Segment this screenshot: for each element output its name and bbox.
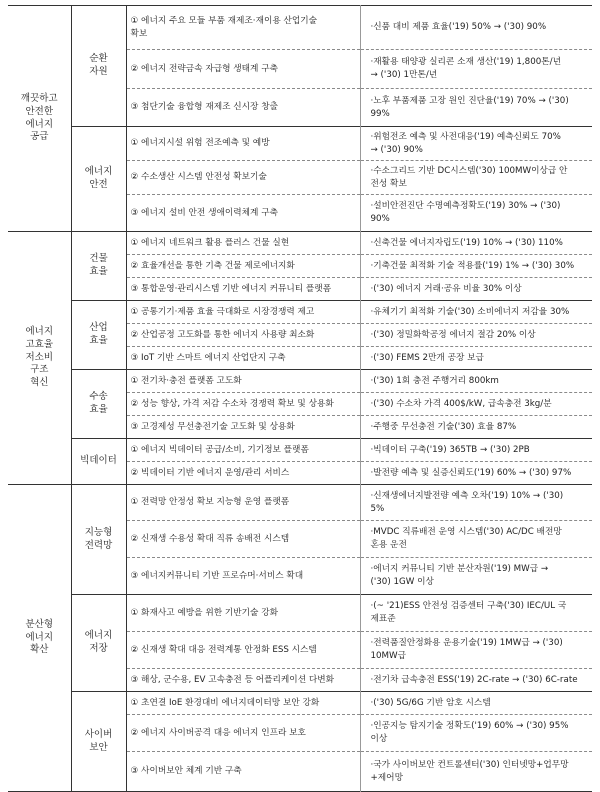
task-cell: ① 전기차·충전 플랫폼 고도화 (126, 370, 360, 393)
goal-cell: ·유체기기 최적화 기술('30) 소비에너지 저감율 30% (360, 301, 592, 324)
task-cell: ③ 첨단기술 융합형 재제조 신시장 창출 (126, 89, 360, 127)
goal-cell: ·신품 대비 제품 효율('19) 50% → ('30) 90% (360, 6, 592, 50)
subcategory-cell: 건물 효율 (71, 232, 126, 301)
goal-cell: ·빅데이터 구축('19) 365TB → ('30) 2PB (360, 439, 592, 462)
goal-cell: ·기축건물 최적화 기술 적용률('19) 1% → ('30) 30% (360, 255, 592, 278)
subcategory-cell: 지능형 전력망 (71, 485, 126, 595)
goal-cell: ·설비안전진단 수명예측정확도('19) 30% → ('30) 90% (360, 195, 592, 232)
subcategory-cell: 빅데이터 (71, 439, 126, 485)
subcategory-cell: 순환 자원 (71, 6, 126, 127)
goal-cell: ·에너지 커뮤니티 기반 분산자원('19) MW급 → ('30) 1GW 이상 (360, 558, 592, 595)
strategy-table (8, 5, 592, 792)
goal-cell: ·('30) 정밀화학공정 에너지 절감 20% 이상 (360, 324, 592, 347)
task-cell: ② 효율개선을 통한 기축 건물 제로에너지화 (126, 255, 360, 278)
strategy-table-body (8, 6, 592, 792)
task-cell: ③ 고경제성 무선충전기술 고도화 및 상용화 (126, 416, 360, 439)
subcategory-cell: 산업 효율 (71, 301, 126, 370)
task-cell: ① 전력망 안정성 확보 지능형 운영 플랫폼 (126, 485, 360, 521)
goal-cell: ·신재생에너지발전량 예측 오차('19) 10% → ('30) 5% (360, 485, 592, 521)
task-cell: ③ 에너지커뮤니티 기반 프로슈머·서비스 확대 (126, 558, 360, 595)
task-cell: ① 화재사고 예방을 위한 기반기술 강화 (126, 595, 360, 632)
goal-cell: ·(~ '21)ESS 안전성 검증센터 구축('30) IEC/UL 국 제표준 (360, 595, 592, 632)
task-cell: ② 수소생산 시스템 안전성 확보기술 (126, 161, 360, 195)
goal-cell: ·전기차 급속충전 ESS('19) 2C-rate → ('30) 6C-rate (360, 669, 592, 692)
subcategory-cell: 에너지 저장 (71, 595, 126, 692)
table-row (8, 595, 592, 632)
goal-cell: ·노후 부품제품 고장 원인 진단율('19) 70% → ('30) 99% (360, 89, 592, 127)
task-cell: ① 에너지 네트워크 활용 플러스 건물 실현 (126, 232, 360, 255)
task-cell: ① 에너지 주요 모듈 부품 재제조·재이용 산업기술 확보 (126, 6, 360, 50)
goal-cell: ·재활용 태양광 실리콘 소재 생산('19) 1,800톤/년 → ('30) 1만톤/년 (360, 50, 592, 89)
task-cell: ③ 해상, 군수용, EV 고속충전 등 어플리케이션 다변화 (126, 669, 360, 692)
category-cell: 에너지 고효율 저소비 구조 혁신 (8, 232, 71, 485)
goal-cell: ·('30) 수소차 가격 400$/kW, 급속충전 3kg/분 (360, 393, 592, 416)
table-row (8, 301, 592, 324)
goal-cell: ·('30) 1회 충전 주행거리 800km (360, 370, 592, 393)
table-row (8, 232, 592, 255)
goal-cell: ·('30) 에너지 거래·공유 비율 30% 이상 (360, 278, 592, 301)
task-cell: ② 신재생 수용성 확대 직류 송배전 시스템 (126, 521, 360, 558)
table-row (8, 127, 592, 161)
subcategory-cell: 사이버 보안 (71, 692, 126, 792)
goal-cell: ·전력품질안정화용 운용기술('19) 1MW급 → ('30) 10MW급 (360, 632, 592, 669)
goal-cell: ·('30) FEMS 2만개 공장 보급 (360, 347, 592, 370)
task-cell: ② 성능 향상, 가격 저감 수소차 경쟁력 확보 및 상용화 (126, 393, 360, 416)
task-cell: ① 공통기기·제품 효율 극대화로 시장경쟁력 제고 (126, 301, 360, 324)
goal-cell: ·국가 사이버보안 컨트롤센터('30) 인터넷망+업무망 +제어망 (360, 752, 592, 792)
task-cell: ① 에너지시설 위험 전조예측 및 예방 (126, 127, 360, 161)
table-row (8, 370, 592, 393)
task-cell: ① 에너지 빅데이터 공급/소비, 기기정보 플랫폼 (126, 439, 360, 462)
table-row (8, 485, 592, 521)
task-cell: ① 초연결 IoE 환경대비 에너지데이터망 보안 강화 (126, 692, 360, 715)
subcategory-cell: 에너지 안전 (71, 127, 126, 232)
category-cell: 분산형 에너지 확산 (8, 485, 71, 792)
table-row (8, 6, 592, 50)
goal-cell: ·인공지능 탐지기술 정확도('19) 60% → ('30) 95% 이상 (360, 715, 592, 752)
task-cell: ③ 통합운영·관리시스템 기반 에너지 커뮤니티 플랫폼 (126, 278, 360, 301)
goal-cell: ·('30) 5G/6G 기반 암호 시스템 (360, 692, 592, 715)
task-cell: ③ IoT 기반 스마트 에너지 산업단지 구축 (126, 347, 360, 370)
task-cell: ③ 에너지 설비 안전 생애이력체계 구축 (126, 195, 360, 232)
table-row (8, 439, 592, 462)
task-cell: ② 에너지 사이버공격 대응 에너지 인프라 보호 (126, 715, 360, 752)
task-cell: ② 산업공정 고도화를 통한 에너지 사용량 최소화 (126, 324, 360, 347)
category-cell: 깨끗하고 안전한 에너지 공급 (8, 6, 71, 232)
goal-cell: ·신축건물 에너지자립도('19) 10% → ('30) 110% (360, 232, 592, 255)
task-cell: ③ 사이버보안 체계 기반 구축 (126, 752, 360, 792)
goal-cell: ·주행중 무선충전 기술('30) 효율 87% (360, 416, 592, 439)
task-cell: ② 에너지 전략금속 자급형 생태계 구축 (126, 50, 360, 89)
task-cell: ② 빅데이터 기반 에너지 운영/관리 서비스 (126, 462, 360, 485)
goal-cell: ·MVDC 직류배전 운영 시스템('30) AC/DC 배전망 혼용 운전 (360, 521, 592, 558)
table-row (8, 692, 592, 715)
subcategory-cell: 수송 효율 (71, 370, 126, 439)
goal-cell: ·수소그리드 기반 DC시스템('30) 100MW이상급 안 전성 확보 (360, 161, 592, 195)
goal-cell: ·발전량 예측 및 실증신뢰도('19) 60% → ('30) 97% (360, 462, 592, 485)
goal-cell: ·위험전조 예측 및 사전대응('19) 예측신뢰도 70% → ('30) 90% (360, 127, 592, 161)
task-cell: ② 신재생 확대 대응 전력계통 안정화 ESS 시스템 (126, 632, 360, 669)
